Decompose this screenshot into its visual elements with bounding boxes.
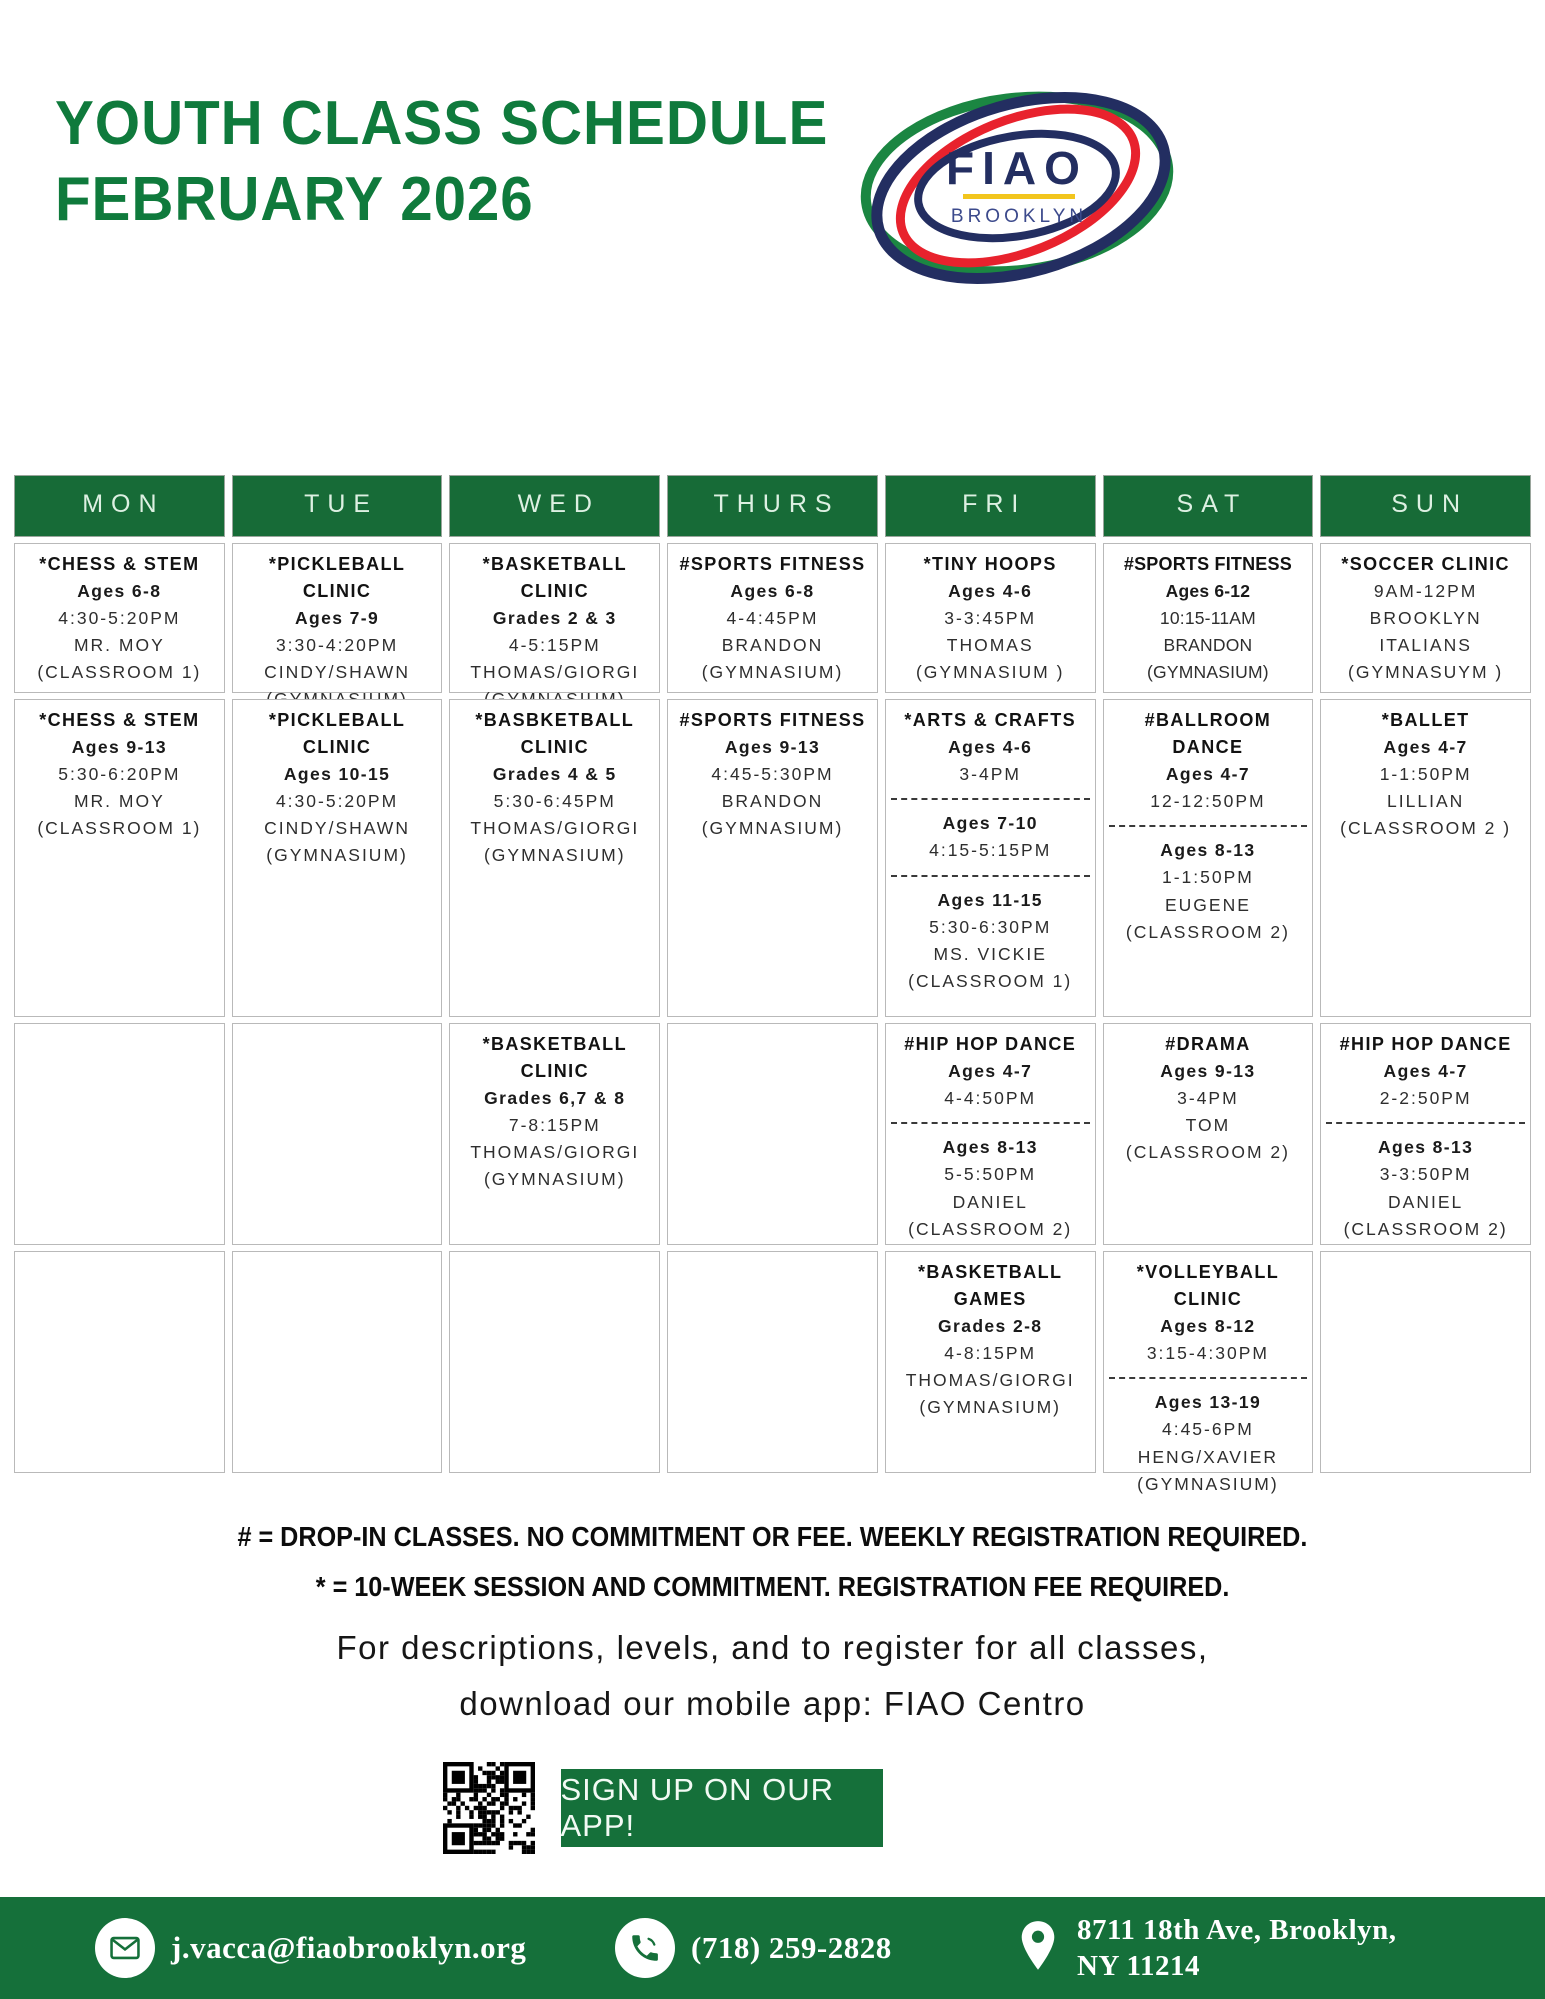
schedule-line: *TINY HOOPS (923, 554, 1057, 574)
schedule-line: 5-5:50PM (944, 1164, 1037, 1185)
schedule-line: Ages 6-8 (77, 581, 162, 601)
schedule-line: (GYMNASIUM) (266, 845, 408, 866)
footer-email-item[interactable] (95, 1918, 615, 1978)
schedule-line: (GYMNASIUM) (1147, 662, 1269, 683)
day-header-sun: SUN (1320, 475, 1531, 537)
schedule-cell-r3-wed (449, 1023, 660, 1245)
schedule-cell-r3-thurs (667, 1023, 878, 1245)
schedule-line: Ages 9-13 (724, 737, 821, 757)
schedule-line: CLINIC (302, 737, 372, 757)
schedule-cell-r4-sun (1320, 1251, 1531, 1473)
schedule-line: MS. VICKIE (933, 943, 1047, 964)
logo-underline (963, 194, 1075, 199)
schedule-line: 3-3:45PM (944, 608, 1037, 629)
schedule-line: 4-4:50PM (944, 1088, 1037, 1109)
schedule-line: 5:30-6:30PM (929, 916, 1052, 937)
schedule-line: 1-1:50PM (1379, 764, 1472, 785)
schedule-line: (CLASSROOM 1) (37, 818, 202, 839)
schedule-line: 3-4PM (959, 764, 1021, 785)
schedule-line: THOMAS/GIORGI (470, 662, 640, 683)
schedule-line: THOMAS/GIORGI (905, 1370, 1075, 1391)
location-pin-icon (1015, 1918, 1061, 1979)
app-note-line1: For descriptions, levels, and to register for all classes, (336, 1629, 1209, 1666)
schedule-line: 10:15-11AM (1159, 608, 1256, 629)
schedule-line: BRANDON (721, 635, 824, 656)
schedule-cell-r3-mon (14, 1023, 225, 1245)
day-header-mon: MON (14, 475, 225, 537)
schedule-cell-r4-mon (14, 1251, 225, 1473)
qr-code (443, 1762, 535, 1854)
schedule-line: Ages 6-8 (730, 581, 815, 601)
schedule-line: Ages 4-7 (1383, 737, 1468, 757)
schedule-line: LILLIAN (1387, 791, 1465, 812)
schedule-line: 4:45-6PM (1161, 1419, 1254, 1440)
schedule-line: CLINIC (520, 737, 589, 757)
schedule-line: Ages 9-13 (71, 737, 167, 757)
schedule-cell-r4-wed (449, 1251, 660, 1473)
schedule-line: Ages 11-15 (937, 889, 1043, 910)
schedule-line: CLINIC (520, 1061, 589, 1081)
schedule-line: (GYMNASIUM) (483, 845, 626, 866)
schedule-line: Ages 10-15 (283, 764, 391, 784)
schedule-cell-r4-thurs (667, 1251, 878, 1473)
schedule-line: THOMAS (946, 635, 1034, 656)
schedule-line: CLINIC (520, 581, 589, 601)
cta-row (0, 1762, 1435, 1854)
page-title-line2: FEBRUARY 2026 (55, 164, 534, 234)
schedule-line: THOMAS/GIORGI (470, 818, 640, 839)
dashed-divider (891, 1122, 1090, 1124)
schedule-line: #BALLROOM (1144, 710, 1272, 730)
schedule-line: 1-1:50PM (1161, 867, 1254, 888)
schedule-line: Ages 4-7 (1165, 764, 1250, 784)
logo-wordmark: FIAO (946, 142, 1088, 194)
schedule-line: 9AM-12PM (1373, 581, 1478, 601)
envelope-icon (95, 1918, 155, 1978)
schedule-line: *BASKETBALL (482, 1034, 627, 1054)
fiao-logo (845, 62, 1195, 302)
schedule-line: (CLASSROOM 2 ) (1340, 818, 1512, 839)
schedule-line: 3:30-4:20PM (275, 635, 399, 656)
schedule-line: 4:45-5:30PM (711, 764, 834, 785)
schedule-line: Grades 2 & 3 (492, 608, 617, 628)
schedule-line: (CLASSROOM 2) (1343, 1218, 1508, 1239)
schedule-line: #SPORTS FITNESS (679, 710, 866, 730)
footer-email[interactable]: j.vacca@fiaobrooklyn.org (171, 1930, 527, 1965)
schedule-line: BRANDON (1163, 635, 1253, 656)
schedule-line: 4-8:15PM (944, 1343, 1037, 1364)
day-header-fri: FRI (885, 475, 1096, 537)
schedule-line: 3:15-4:30PM (1146, 1343, 1270, 1364)
schedule-line: 7-8:15PM (508, 1115, 601, 1136)
schedule-line: 4-5:15PM (508, 635, 601, 656)
schedule-cell-r3-sat (1103, 1023, 1314, 1245)
schedule-line: *BASBKETBALL (475, 710, 635, 730)
schedule-cell-r1-fri (885, 543, 1096, 693)
schedule-line: 4:15-5:15PM (929, 840, 1052, 861)
footer-phone-item[interactable] (615, 1918, 1015, 1978)
schedule-line: *ARTS & CRAFTS (904, 710, 1076, 730)
schedule-line: 3-3:50PM (1379, 1164, 1472, 1185)
schedule-line: 4:30-5:20PM (275, 791, 399, 812)
schedule-cell-r4-sat (1103, 1251, 1314, 1494)
dashed-divider (1109, 825, 1308, 827)
phone-icon (615, 1918, 675, 1978)
schedule-line: Ages 8-13 (1160, 840, 1256, 861)
schedule-line: #DRAMA (1165, 1034, 1251, 1054)
schedule-line: 3-4PM (1177, 1088, 1239, 1109)
schedule-line: (GYMNASIUM) (919, 1397, 1061, 1418)
schedule-cell-r1-sun (1320, 543, 1531, 693)
schedule-line: TOM (1185, 1115, 1231, 1136)
schedule-line: Grades 4 & 5 (492, 764, 617, 784)
schedule-line: 2-2:50PM (1379, 1088, 1472, 1109)
schedule-line: CINDY/SHAWN (264, 818, 410, 839)
schedule-line: *PICKLEBALL (268, 554, 406, 574)
legend (0, 1512, 1545, 1613)
footer-address-line2: NY 11214 (1077, 1950, 1200, 1982)
schedule-cell-r3-sun (1320, 1023, 1531, 1245)
schedule-line: THOMAS/GIORGI (470, 1142, 640, 1163)
schedule-line: #HIP HOP DANCE (904, 1034, 1077, 1054)
schedule-line: Grades 2-8 (937, 1316, 1043, 1336)
schedule-line: CINDY/SHAWN (264, 662, 410, 683)
schedule-cell-r3-tue (232, 1023, 443, 1245)
schedule-line: *BALLET (1381, 710, 1470, 730)
day-header-sat: SAT (1103, 475, 1314, 537)
dashed-divider (1109, 1377, 1308, 1379)
schedule-cell-r4-tue (232, 1251, 443, 1473)
schedule-line: *CHESS & STEM (39, 710, 200, 730)
schedule-line: *PICKLEBALL (268, 710, 406, 730)
schedule-line: #HIP HOP DANCE (1339, 1034, 1512, 1054)
schedule-line: Ages 7-10 (942, 813, 1038, 834)
schedule-line: Ages 4-6 (948, 737, 1033, 757)
schedule-line: DANIEL (1388, 1191, 1464, 1212)
schedule-line: Ages 7-9 (294, 608, 380, 628)
schedule-line: (CLASSROOM 1) (908, 970, 1073, 991)
dashed-divider (891, 798, 1090, 800)
schedule-line: MR. MOY (73, 791, 165, 812)
footer-bar (0, 1897, 1545, 1999)
schedule-line: #SPORTS FITNESS (679, 554, 866, 574)
schedule-line: (CLASSROOM 1) (37, 662, 202, 683)
schedule-cell-r2-wed (449, 699, 660, 1017)
schedule-cell-r1-wed (449, 543, 660, 693)
schedule-cell-r1-tue (232, 543, 443, 693)
schedule-line: 4-4:45PM (726, 608, 819, 629)
logo-subtext: BROOKLYN (950, 206, 1088, 227)
schedule-table (14, 475, 1531, 1494)
footer-address (1077, 1912, 1397, 1985)
schedule-line: MR. MOY (73, 635, 165, 656)
schedule-line: (GYMNASIUM) (1137, 1473, 1279, 1494)
schedule-line: Ages 4-7 (1383, 1061, 1468, 1081)
schedule-line: CLINIC (302, 581, 372, 601)
schedule-cell-r2-thurs (667, 699, 878, 1017)
schedule-line: BRANDON (721, 791, 824, 812)
schedule-line: (CLASSROOM 2) (908, 1218, 1073, 1239)
schedule-line: Ages 4-6 (948, 581, 1033, 601)
schedule-line: 5:30-6:45PM (493, 791, 616, 812)
day-header-thurs: THURS (667, 475, 878, 537)
dashed-divider (1326, 1122, 1525, 1124)
day-header-tue: TUE (232, 475, 443, 537)
schedule-line: #SPORTS FITNESS (1123, 554, 1292, 574)
schedule-cell-r4-fri (885, 1251, 1096, 1473)
schedule-line: Ages 8-13 (1377, 1137, 1474, 1158)
schedule-cell-r2-sun (1320, 699, 1531, 1017)
footer-phone[interactable]: (718) 259-2828 (691, 1930, 892, 1965)
schedule-line: 12-12:50PM (1150, 791, 1266, 812)
schedule-line: Ages 6-12 (1165, 581, 1251, 601)
schedule-cell-r2-tue (232, 699, 443, 1017)
schedule-line: Ages 4-7 (948, 1061, 1033, 1081)
app-note-line2: download our mobile app: FIAO Centro (459, 1685, 1086, 1723)
footer-address-line1: 8711 18th Ave, Brooklyn, (1077, 1913, 1397, 1946)
schedule-line: Ages 13-19 (1154, 1392, 1262, 1413)
dashed-divider (891, 875, 1090, 877)
schedule-line: 5:30-6:20PM (58, 764, 181, 785)
schedule-line: Ages 8-13 (942, 1137, 1038, 1158)
schedule-line: Ages 8-12 (1160, 1316, 1256, 1336)
legend-line2: * = 10-WEEK SESSION AND COMMITMENT. REGISTRATION FEE REQUIRED. (315, 1571, 1230, 1603)
schedule-line: *CHESS & STEM (39, 554, 200, 574)
schedule-line: *BASKETBALL GAMES (918, 1262, 1063, 1309)
schedule-line: CLINIC (1173, 1289, 1243, 1309)
schedule-line: DANCE (1172, 737, 1244, 757)
schedule-line: Grades 6,7 & 8 (484, 1088, 626, 1108)
signup-button[interactable]: SIGN UP ON OUR APP! (561, 1769, 883, 1847)
page-title (55, 86, 828, 237)
schedule-line: BROOKLYN ITALIANS (1369, 608, 1482, 656)
legend-line1: # = DROP-IN CLASSES. NO COMMITMENT OR FEE. WEEKLY REGISTRATION REQUIRED. (237, 1521, 1308, 1552)
schedule-line: 4:30-5:20PM (58, 608, 181, 629)
schedule-cell-r2-mon (14, 699, 225, 1017)
page-title-line1: YOUTH CLASS SCHEDULE (55, 89, 829, 158)
schedule-cell-r1-thurs (667, 543, 878, 693)
schedule-cell-r1-mon (14, 543, 225, 693)
footer-address-item (1015, 1912, 1397, 1985)
schedule-line: (CLASSROOM 2) (1125, 1142, 1290, 1163)
day-header-wed: WED (449, 475, 660, 537)
schedule-line: *VOLLEYBALL (1136, 1262, 1280, 1282)
schedule-cell-r1-sat (1103, 543, 1314, 693)
schedule-line: (GYMNASIUM ) (915, 662, 1065, 683)
schedule-line: (GYMNASIUM) (701, 818, 844, 839)
schedule-cell-r2-sat (1103, 699, 1314, 1017)
schedule-line: (GYMNASUYM ) (1348, 662, 1504, 683)
schedule-line: Ages 9-13 (1160, 1061, 1256, 1081)
schedule-line: *SOCCER CLINIC (1341, 554, 1510, 574)
schedule-line: DANIEL (952, 1191, 1028, 1212)
schedule-line: (CLASSROOM 2) (1125, 921, 1290, 942)
app-note (0, 1620, 1545, 1732)
schedule-line: EUGENE (1164, 894, 1251, 915)
schedule-line: (GYMNASIUM) (701, 662, 844, 683)
schedule-line: HENG/XAVIER (1137, 1446, 1279, 1467)
schedule-line: (GYMNASIUM) (483, 1169, 626, 1190)
schedule-line: *BASKETBALL (482, 554, 627, 574)
schedule-cell-r2-fri (885, 699, 1096, 1017)
schedule-cell-r3-fri (885, 1023, 1096, 1245)
